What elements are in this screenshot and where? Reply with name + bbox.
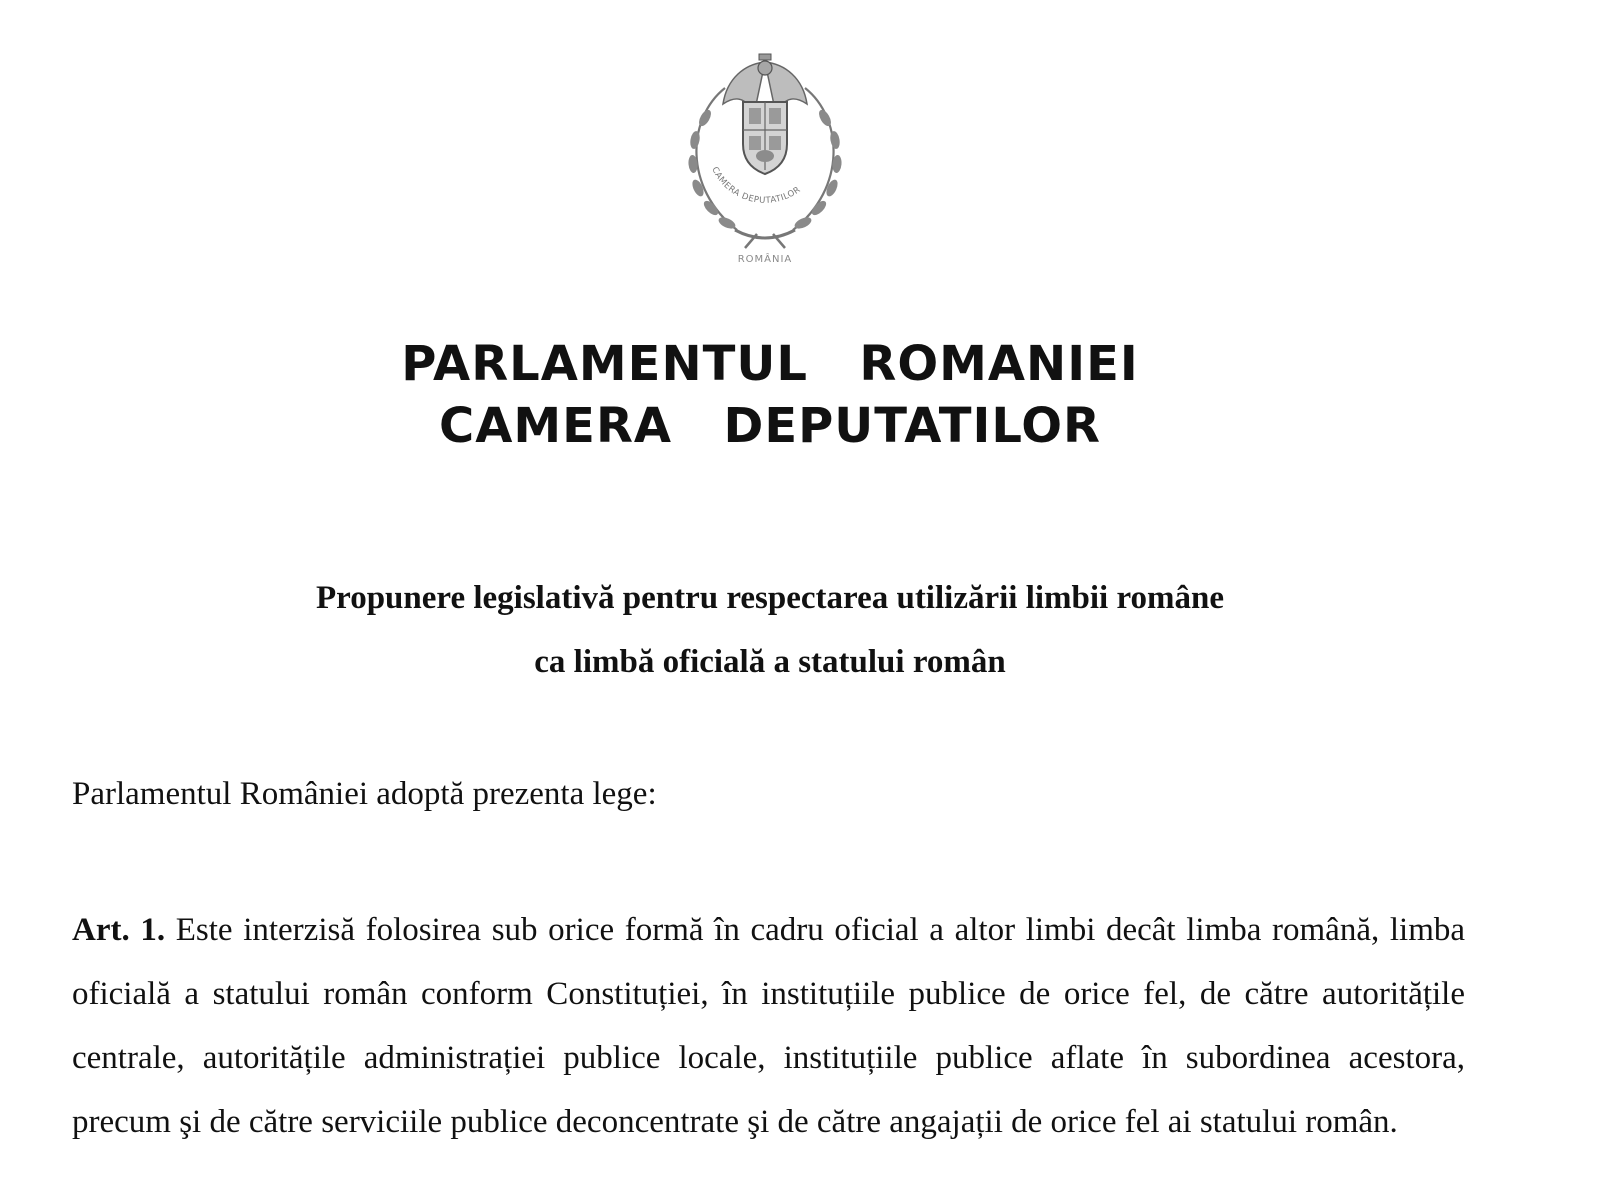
article-1	[72, 898, 1465, 1154]
emblem-ring-text: CAMERA DEPUTATILOR	[709, 165, 803, 206]
enacting-clause: Parlamentul României adoptă prezenta lege:	[72, 776, 657, 812]
article-1-text: Este interzisă folosirea sub orice formă în cadru oficial a altor limbi decât limba română, limba oficială a statului român conform Constituției, în instituțiile publice de orice fel, de către autoritățile centrale, autoritățile administrației publice locale, instituțiile publice aflate în subordinea acestora, precum şi de către serviciile publice deconcentrate şi de către angajații de orice fel ai statului român.	[72, 912, 1466, 1140]
svg-text:CAMERA DEPUTATILOR	[709, 165, 802, 206]
document-title-line-2: ca limbă oficială a statului român	[534, 644, 1006, 680]
article-1-label: Art. 1.	[72, 912, 166, 948]
emblem-caption: ROMÂNIA	[737, 254, 793, 265]
chamber-of-deputies-emblem	[665, 48, 865, 273]
parliament-heading: PARLAMENTUL ROMANIEI	[401, 336, 1139, 392]
document-title-line-1: Propunere legislativă pentru respectarea utilizării limbii române	[315, 580, 1224, 616]
chamber-heading: CAMERA DEPUTATILOR	[439, 398, 1101, 454]
